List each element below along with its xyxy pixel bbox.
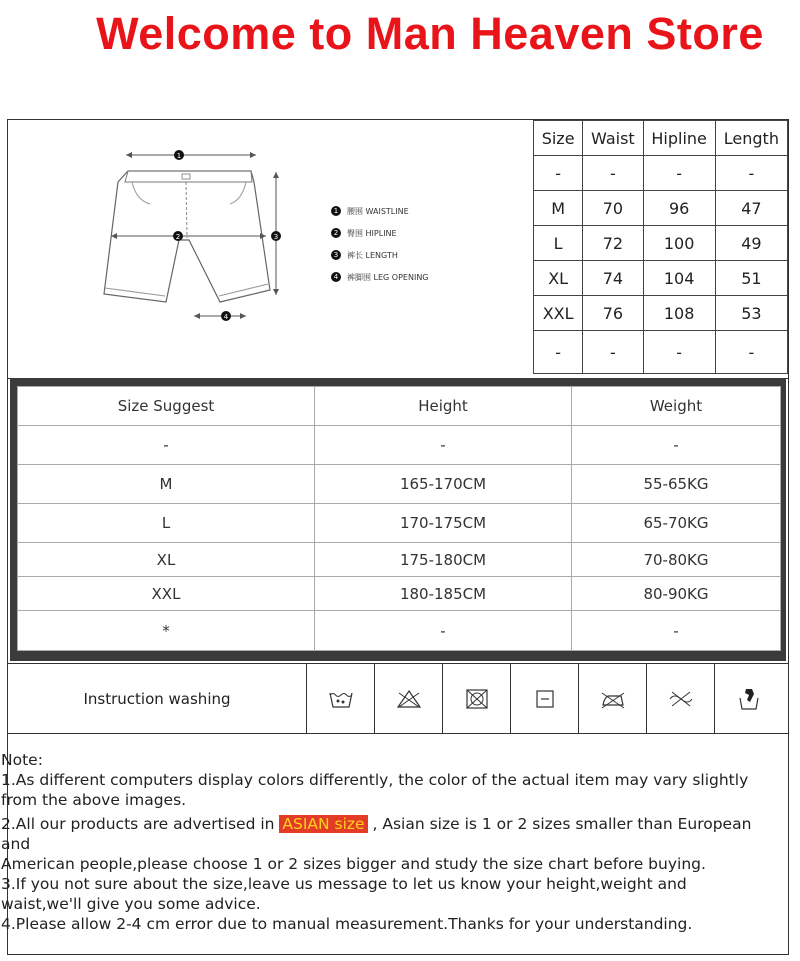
measurement-legend [331,200,429,288]
table-row: XL 175-180CM 70-80KG [18,543,781,577]
table-row: XXL 76 108 53 [534,296,788,331]
shorts-drawing [8,120,308,378]
size-table [533,120,788,374]
measurement-section [8,120,788,379]
marker-2: 2 [175,233,181,241]
notes-heading: Note: [1,751,43,769]
suggest-table-header: Size Suggest Height Weight [18,387,781,426]
marker-3: 3 [273,233,279,241]
note-2: 2.All our products are advertised in ASIAN size , Asian size is 1 or 2 sizes smaller than European and [1,815,752,853]
table-row: * - - [18,611,781,651]
table-row: L 170-175CM 65-70KG [18,504,781,543]
table-row: - - - [18,426,781,465]
size-table-header: Size Waist Hipline Length [534,121,788,156]
legend-item: 4 裤脚围 LEG OPENING [331,266,429,288]
asian-size-highlight: ASIAN size [279,815,367,833]
legend-item: 3 裤长 LENGTH [331,244,429,266]
size-suggest-section [10,378,786,661]
marker-4: 4 [223,313,229,321]
washing-label: Instruction washing [8,664,307,733]
legend-item: 1 腰围 WAISTLINE [331,200,429,222]
note-4: 4.Please allow 2-4 cm error due to manual measurement.Thanks for your understanding. [1,915,693,933]
note-3: 3.If you not sure about the size,leave us message to let us know your height,weight and waist,we'll give you some advice. [1,875,687,913]
legend-item: 2 臀围 HIPLINE [331,222,429,244]
store-title: Welcome to Man Heaven Store [96,8,764,59]
note-2-continued: American people,please choose 1 or 2 sizes bigger and study the size chart before buying. [1,855,706,873]
size-suggest-table [17,386,781,651]
table-row: L 72 100 49 [534,226,788,261]
note-1: 1.As different computers display colors differently, the color of the actual item may vary slightly from the above images. [1,771,749,809]
notes-section [1,632,771,934]
shorts-diagram [8,120,533,378]
table-row: - - - - [534,331,788,374]
table-row: XXL 180-185CM 80-90KG [18,577,781,611]
table-row: XL 74 104 51 [534,261,788,296]
table-row: M 165-170CM 55-65KG [18,465,781,504]
table-row: M 70 96 47 [534,191,788,226]
marker-1: 1 [176,152,182,160]
table-row: - - - - [534,156,788,191]
